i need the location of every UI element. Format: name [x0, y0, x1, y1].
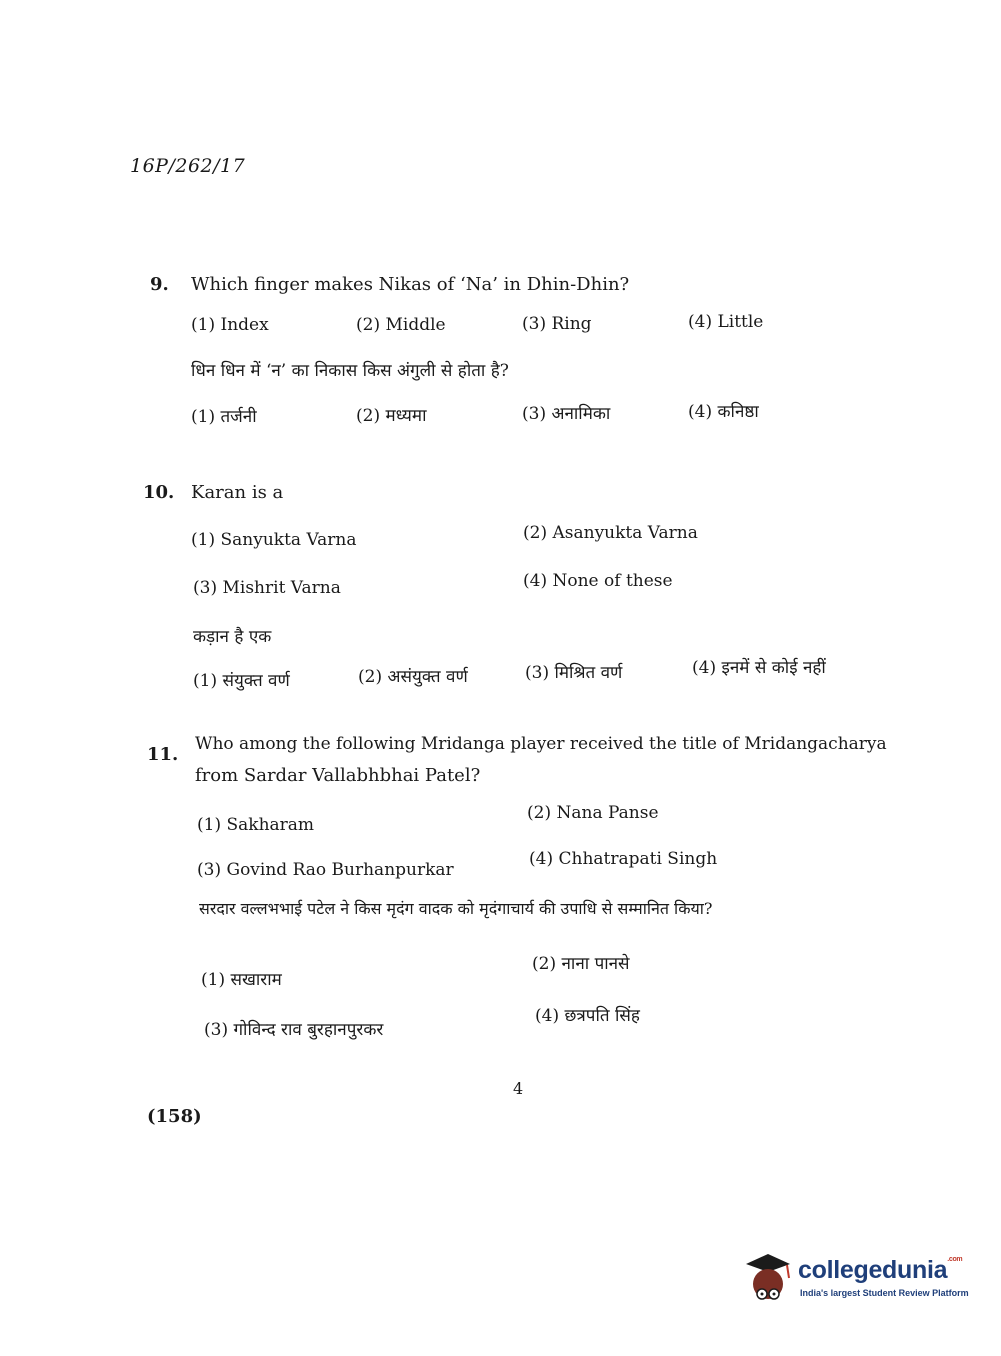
option-hindi: (3) अनामिका: [522, 404, 611, 424]
option-hindi: (1) तर्जनी: [191, 407, 257, 427]
option-hindi: (3) गोविन्द राव बुरहानपुरकर: [204, 1020, 384, 1040]
question-number: 10.: [143, 482, 175, 503]
question-text: from Sardar Vallabhbhai Patel?: [195, 765, 481, 786]
option-hindi: (1) सखाराम: [201, 970, 282, 990]
option-hindi: (2) मध्यमा: [356, 406, 427, 426]
option: (4) Little: [688, 312, 764, 332]
brand-tagline: India's largest Student Review Platform: [800, 1288, 969, 1298]
option-hindi: (3) मिश्रित वर्ण: [525, 663, 623, 683]
question-text: Karan is a: [191, 482, 284, 503]
question-text-hindi: कड़ान है एक: [193, 627, 272, 647]
option-hindi: (1) संयुक्त वर्ण: [193, 671, 290, 691]
option: (3) Govind Rao Burhanpurkar: [197, 860, 454, 880]
collegedunia-logo: [740, 1250, 970, 1310]
question-text-hindi: धिन धिन में ‘न’ का निकास किस अंगुली से होता है?: [191, 361, 509, 381]
option-hindi: (4) कनिष्ठा: [688, 402, 759, 422]
option: (2) Nana Panse: [527, 803, 659, 823]
question-text-hindi: सरदार वल्लभभाई पटेल ने किस मृदंग वादक को मृदंगाचार्य की उपाधि से सम्मानित किया?: [199, 899, 713, 918]
option-hindi: (4) इनमें से कोई नहीं: [692, 658, 826, 678]
question-number: 11.: [147, 744, 179, 765]
option: (4) None of these: [523, 571, 673, 591]
option-hindi: (4) छत्रपति सिंह: [535, 1006, 640, 1026]
option: (1) Index: [191, 315, 269, 335]
question-text: Who among the following Mridanga player received the title of Mridangacharya: [195, 734, 887, 754]
option: (3) Ring: [522, 314, 592, 334]
brand-name: collegedunia$^{.com}$: [798, 1256, 963, 1284]
question-number: 9.: [150, 274, 169, 295]
option: (3) Mishrit Varna: [193, 578, 341, 598]
option-hindi: (2) नाना पानसे: [532, 954, 630, 974]
page-number: 4: [513, 1079, 524, 1098]
option: (2) Middle: [356, 315, 446, 335]
mascot-icon: [740, 1250, 796, 1310]
option-hindi: (2) असंयुक्त वर्ण: [358, 667, 468, 687]
option: (2) Asanyukta Varna: [523, 523, 698, 543]
option: (1) Sanyukta Varna: [191, 530, 357, 550]
paper-code: 16P/262/17: [130, 155, 246, 177]
option: (4) Chhatrapati Singh: [529, 849, 718, 869]
question-text: Which finger makes Nikas of ‘Na’ in Dhin-Dhin?: [191, 274, 630, 295]
booklet-code: (158): [147, 1106, 202, 1127]
option: (1) Sakharam: [197, 815, 315, 835]
